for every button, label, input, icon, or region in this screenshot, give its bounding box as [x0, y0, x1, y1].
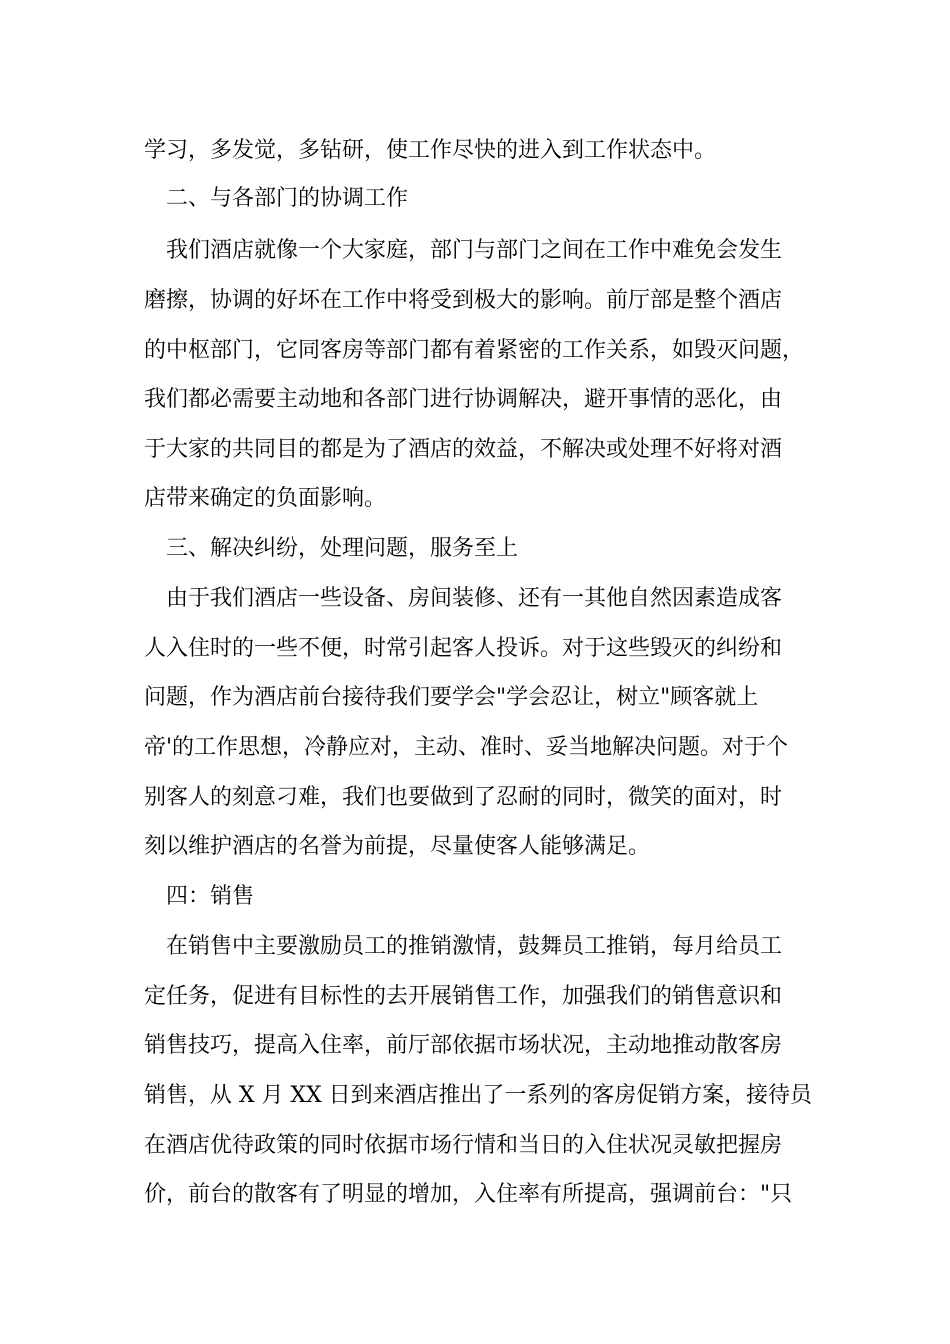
section-heading-coordination: 二、与各部门的协调工作 — [166, 186, 409, 211]
body-text-line: 由于我们酒店一些设备、房间装修、还有一其他自然因素造成客 — [166, 586, 783, 611]
section-heading-sales: 四：销售 — [166, 884, 255, 909]
body-text-line: 问题，作为酒店前台接待我们要学会"学会忍让，树立"顾客就上 — [144, 685, 759, 710]
body-text-line: 销售技巧，提高入住率，前厅部依据市场状况，主动地推动散客房 — [144, 1033, 783, 1058]
body-text-line: 学习，多发觉，多钻研，使工作尽快的进入到工作状态中。 — [144, 138, 717, 163]
body-text-line: 于大家的共同目的都是为了酒店的效益，不解决或处理不好将对酒 — [144, 437, 783, 462]
body-text-line: 在酒店优待政策的同时依据市场行情和当日的入住状况灵敏把握房 — [144, 1133, 783, 1158]
body-text-line: 磨擦，协调的好坏在工作中将受到极大的影响。前厅部是整个酒店 — [144, 288, 783, 313]
body-text-line: 店带来确定的负面影响。 — [144, 486, 387, 511]
body-text-line: 刻以维护酒店的名誉为前提，尽量使客人能够满足。 — [144, 834, 651, 859]
body-text-line: 我们酒店就像一个大家庭，部门与部门之间在工作中难免会发生 — [166, 238, 783, 263]
body-text-line: 帝'的工作思想，冷静应对，主动、准时、妥当地解决问题。对于个 — [144, 735, 789, 760]
body-text-line: 别客人的刻意刁难，我们也要做到了忍耐的同时，微笑的面对，时 — [144, 785, 783, 810]
body-text-line: 定任务，促进有目标性的去开展销售工作，加强我们的销售意识和 — [144, 984, 783, 1009]
body-text-line: 人入住时的一些不便，时常引起客人投诉。对于这些毁灭的纠纷和 — [144, 636, 783, 661]
body-text-line: 的中枢部门，它同客房等部门都有着紧密的工作关系，如毁灭问题， — [144, 338, 805, 363]
body-text-line: 销售，从 X 月 XX 日到来酒店推出了一系列的客房促销方案，接待员 — [144, 1083, 812, 1108]
section-heading-disputes: 三、解决纠纷，处理问题，服务至上 — [166, 536, 519, 561]
body-text-line: 在销售中主要激励员工的推销激情，鼓舞员工推销，每月给员工 — [166, 934, 783, 959]
body-text-line: 价，前台的散客有了明显的增加，入住率有所提高，强调前台："只 — [144, 1182, 793, 1207]
body-text-line: 我们都必需要主动地和各部门进行协调解决，避开事情的恶化，由 — [144, 387, 783, 412]
